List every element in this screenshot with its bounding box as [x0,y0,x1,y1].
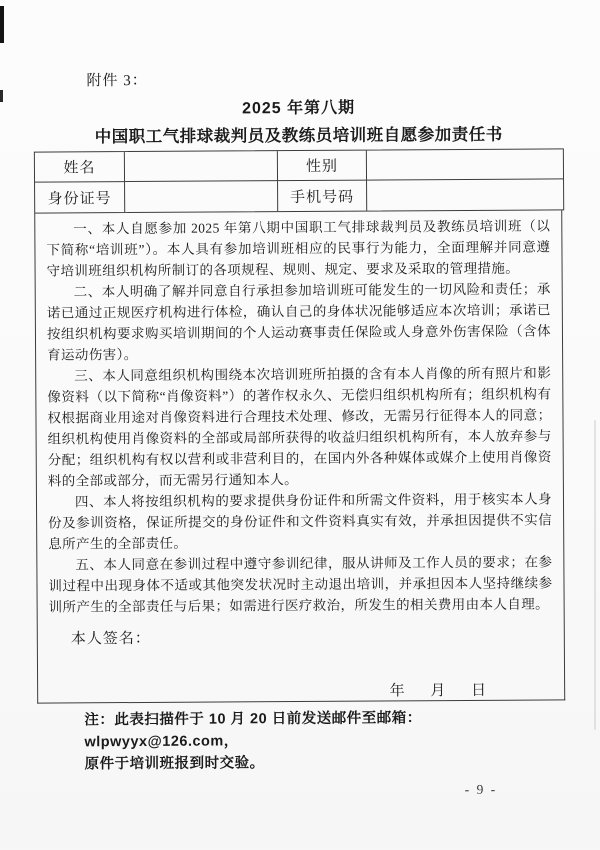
agreement-paragraph-3: 三、本人同意组织机构围绕本次培训班所拍摄的含有本人肖像的所有照片和影像资料（以下简称“肖像资料”）的著作权永久、无偿归组织机构所有；组织机构有权根据商业用途对肖像资料进行合理技术处理、修改，无需另行征得本人的同意；组织机构使用肖像资料的全部或局部所获得的收益归组织机构所有，本人放弃参与分配；组织机构有权以营利或非营利目的，在国内外各种媒体或媒介上使用肖像资料的全部或部分，而无需另行通知本人。 [47,365,552,489]
name-value-cell [125,151,278,182]
agreement-box [34,210,565,703]
day-label: 日 [471,682,487,699]
agreement-paragraph-1: 一、本人自愿参加 2025 年第八期中国职工气排球裁判员及教练员培训班（以下简称“培训班”）。本人具有参加培训班相应的民事行为能力，全面理解并同意遵守培训班组织机构所制订的各项规程、规则、规定、要求及采取的管理措施。 [46,218,551,279]
month-label: 月 [430,683,446,700]
date-line [390,679,487,701]
doc-title-session: 2025 年第八期 [242,99,356,118]
footer-note [84,706,554,775]
id-number-label-cell: 身份证号 [35,182,125,213]
signature-label: 本人签名： [70,630,151,648]
id-number-value-cell [125,181,278,212]
agreement-paragraphs [35,210,563,617]
year-label: 年 [389,683,405,700]
name-label-cell: 姓名 [35,152,125,183]
footer-note-line2: 原件于培训班报到时交验。 [84,755,265,773]
agreement-paragraph-5: 五、本人同意在参训过程中遵守参训纪律，服从讲师及工作人员的要求；在参训过程中出现身体不适或其他突发状况时主动退出培训，并承担因本人坚持继续参训所产生的全部责任与后果；如需进行医疗救治，所发生的相关费用由本人自理。 [48,554,553,615]
agreement-paragraph-4: 四、本人将按组织机构的要求提供身份证件和所需文件资料，用于核实本人身份及参训资格，保证所提交的身份证件和文件资料真实有效，并承担因提供不实信息所产生的全部责任。 [48,491,553,552]
attachment-label: 附件 3： [86,72,148,90]
gender-value-cell [367,149,563,180]
agreement-paragraph-2: 二、本人明确了解并同意自行承担参加培训班可能发生的一切风险和责任；承诺已通过正规医疗机构进行体检，确认自己的身体状况能够适应本次培训；承诺已按组织机构要求购买培训期间的个人运动赛事责任保险或人身意外伤害保险（含体育运动伤害）。 [46,281,552,363]
page-number: - 9 - [464,781,498,798]
applicant-info-table [34,148,564,213]
phone-label-cell: 手机号码 [278,181,367,212]
footer-note-line1: 注：此表扫描件于 10 月 20 日前发送邮件至邮箱：wlpwyyx@126.com， [84,710,422,751]
doc-title-main: 中国职工气排球裁判员及教练员培训班自愿参加责任书 [94,125,503,147]
phone-value-cell [367,179,563,210]
gender-label-cell: 性别 [278,151,367,182]
